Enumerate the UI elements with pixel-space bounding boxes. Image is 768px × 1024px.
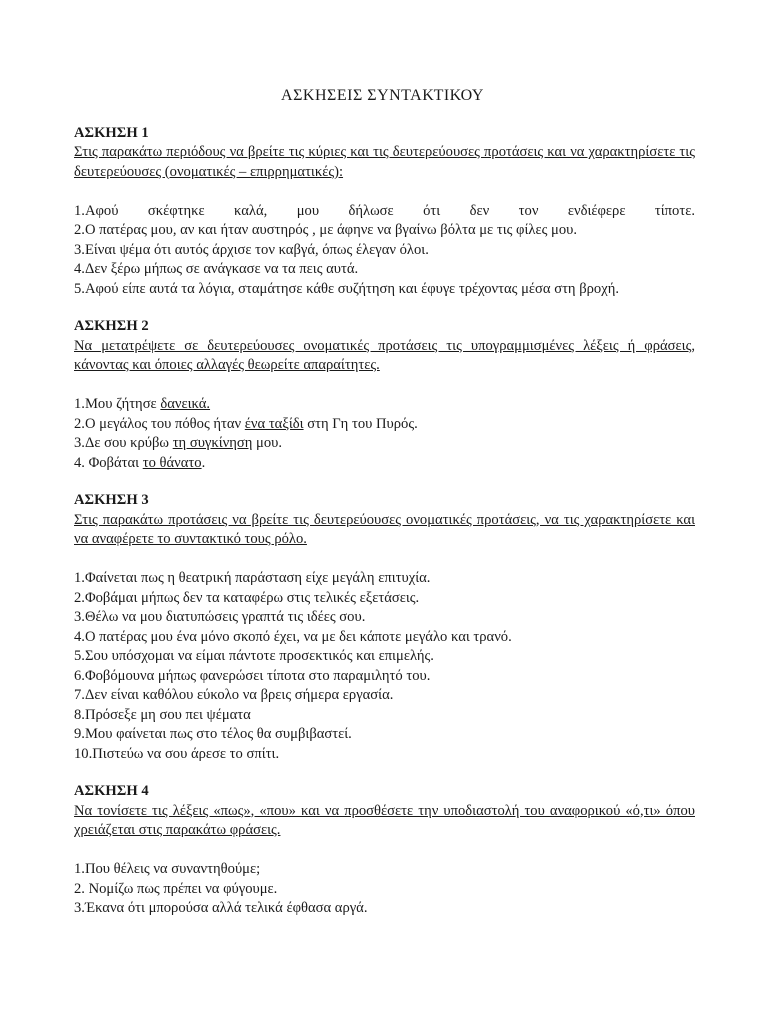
exercise-3 [74,491,695,764]
exercise-instruction: Να τονίσετε τις λέξεις «πως», «που» και να προσθέσετε την υποδιαστολή του αναφορικού «ό,τι» όπου χρειάζεται στις παρακάτω φράσεις. [74,802,695,838]
list-item: 3.Είναι ψέμα ότι αυτός άρχισε τον καβγά, όπως έλεγαν όλοι. [74,241,429,258]
item-text: . [201,454,206,471]
list-item: 1.Φαίνεται πως η θεατρική παράσταση είχε μεγάλη επιτυχία. [74,570,431,586]
exercise-instruction: Να μετατρέψετε σε δευτερεύουσες ονοματικές προτάσεις τις υπογραμμισμένες λέξεις ή φράσεις, κάνοντας και όποιες αλλαγές θεωρείτε απαραίτητες. [74,337,695,373]
list-item [74,415,695,435]
underlined-phrase: δανεικά. [160,396,211,412]
document-page [74,86,695,937]
exercise-1 [74,124,695,300]
exercise-heading: ΑΣΚΗΣΗ 2 [74,318,149,334]
item-text: στη Γη του Πυρός. [303,415,418,432]
list-item: 3.Θέλω να μου διατυπώσεις γραπτά τις ιδέες σου. [74,609,366,625]
exercise-heading: ΑΣΚΗΣΗ 3 [74,492,149,508]
exercise-2 [74,317,695,473]
list-item: 6.Φοβόμουνα μήπως φανερώσει τίποτα στο παραμιλητό του. [74,667,431,684]
exercise-heading: ΑΣΚΗΣΗ 1 [74,124,149,141]
item-text: 2.Ο μεγάλος του πόθος ήταν [74,415,245,432]
list-item: 5.Αφού είπε αυτά τα λόγια, σταμάτησε κάθε συζήτηση και έφυγε τρέχοντας μέσα στη βροχή. [74,280,619,297]
exercise-heading: ΑΣΚΗΣΗ 4 [74,783,149,799]
list-item [74,434,695,454]
list-item [74,395,695,415]
list-item: 10.Πιστεύω να σου άρεσε το σπίτι. [74,745,280,762]
list-item: 2.Ο πατέρας μου, αν και ήταν αυστηρός , με άφηνε να βγαίνω βόλτα με τις φίλες μου. [74,222,578,238]
list-item: 1.Που θέλεις να συναντηθούμε; [74,861,261,877]
list-item: 2. Νομίζω πως πρέπει να φύγουμε. [74,880,278,897]
list-item: 4.Δεν ξέρω μήπως σε ανάγκασε να τα πεις αυτά. [74,261,359,277]
list-item: 8.Πρόσεξε μη σου πει ψέματα [74,706,251,723]
list-item: 1.Αφού σκέφτηκε καλά, μου δήλωσε ότι δεν τον ενδιέφερε τίποτε. [74,202,695,219]
page-title: ΑΣΚΗΣΕΙΣ ΣΥΝΤΑΚΤΙΚΟΥ [281,87,484,104]
item-text: μου. [252,435,283,451]
list-item [74,454,695,474]
exercise-instruction: Στις παρακάτω περιόδους να βρείτε τις κύριες και τις δευτερεύουσες προτάσεις και να χαρακτηρίσετε τις δευτερεύουσες (ονοματικές – επιρρηματικές): [74,144,695,180]
item-text: 1.Μου ζήτησε [74,396,161,412]
list-item: 3.Έκανα ότι μπορούσα αλλά τελικά έφθασα αργά. [74,900,368,916]
list-item: 2.Φοβάμαι μήπως δεν τα καταφέρω στις τελικές εξετάσεις. [74,589,420,606]
exercise-4 [74,782,695,919]
list-item: 7.Δεν είναι καθόλου εύκολο να βρεις σήμερα εργασία. [74,687,394,703]
list-item: 9.Μου φαίνεται πως στο τέλος θα συμβιβαστεί. [74,726,352,742]
underlined-phrase: ένα ταξίδι [244,415,304,432]
list-item: 5.Σου υπόσχομαι να είμαι πάντοτε προσεκτικός και επιμελής. [74,648,434,664]
exercise-instruction: Στις παρακάτω προτάσεις να βρείτε τις δευτερεύουσες ονοματικές προτάσεις, να τις χαρακτηρίσετε και να αναφέρετε το συντακτικό τους ρόλο. [74,511,695,547]
underlined-phrase: το θάνατο [142,454,202,471]
list-item: 4.Ο πατέρας μου ένα μόνο σκοπό έχει, να με δει κάποτε μεγάλο και τρανό. [74,628,512,645]
underlined-phrase: τη συγκίνηση [172,435,253,451]
item-text: 4. Φοβάται [74,454,143,471]
item-text: 3.Δε σου κρύβω [74,435,173,451]
